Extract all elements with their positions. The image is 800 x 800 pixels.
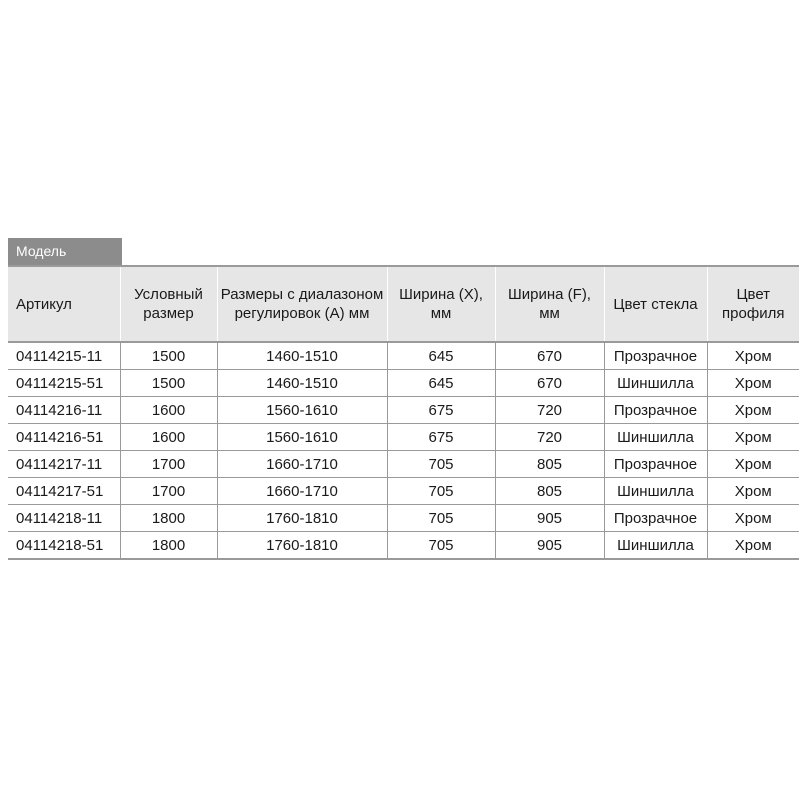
cell-article: 04114215-51	[8, 370, 120, 397]
table-row	[8, 397, 799, 424]
cell-glass-color: Шиншилла	[604, 532, 707, 560]
cell-width-f: 670	[495, 342, 604, 370]
cell-profile-color: Хром	[707, 478, 799, 505]
cell-glass-color: Шиншилла	[604, 478, 707, 505]
cell-width-x: 705	[387, 532, 495, 560]
cell-article: 04114216-11	[8, 397, 120, 424]
cell-profile-color: Хром	[707, 424, 799, 451]
cell-article: 04114218-51	[8, 532, 120, 560]
specification-table	[8, 265, 799, 560]
cell-nominal-size: 1700	[120, 451, 217, 478]
table-row	[8, 370, 799, 397]
cell-article: 04114217-51	[8, 478, 120, 505]
cell-article: 04114216-51	[8, 424, 120, 451]
cell-width-x: 705	[387, 478, 495, 505]
cell-width-x: 675	[387, 424, 495, 451]
cell-glass-color: Прозрачное	[604, 505, 707, 532]
table-row	[8, 478, 799, 505]
cell-width-f: 720	[495, 397, 604, 424]
model-label: Модель	[8, 238, 122, 265]
table-row	[8, 451, 799, 478]
cell-width-x: 705	[387, 505, 495, 532]
cell-width-f: 805	[495, 451, 604, 478]
cell-nominal-size: 1600	[120, 397, 217, 424]
column-header-nominal-size: Условный размер	[120, 266, 217, 342]
cell-dimensions: 1760-1810	[217, 532, 387, 560]
cell-glass-color: Прозрачное	[604, 397, 707, 424]
table-header-row	[8, 266, 799, 342]
cell-nominal-size: 1800	[120, 532, 217, 560]
cell-nominal-size: 1500	[120, 370, 217, 397]
column-header-dimensions: Размеры с диалазоном регулировок (А) мм	[217, 266, 387, 342]
cell-article: 04114217-11	[8, 451, 120, 478]
cell-width-x: 705	[387, 451, 495, 478]
column-header-profile-color: Цвет профиля	[707, 266, 799, 342]
cell-profile-color: Хром	[707, 532, 799, 560]
cell-width-x: 645	[387, 342, 495, 370]
cell-dimensions: 1560-1610	[217, 397, 387, 424]
cell-dimensions: 1660-1710	[217, 451, 387, 478]
column-header-article: Артикул	[8, 266, 120, 342]
cell-width-x: 675	[387, 397, 495, 424]
cell-profile-color: Хром	[707, 370, 799, 397]
cell-profile-color: Хром	[707, 505, 799, 532]
cell-profile-color: Хром	[707, 397, 799, 424]
cell-glass-color: Прозрачное	[604, 342, 707, 370]
cell-width-x: 645	[387, 370, 495, 397]
cell-article: 04114215-11	[8, 342, 120, 370]
table-row	[8, 424, 799, 451]
cell-dimensions: 1460-1510	[217, 370, 387, 397]
cell-width-f: 905	[495, 505, 604, 532]
cell-article: 04114218-11	[8, 505, 120, 532]
cell-width-f: 805	[495, 478, 604, 505]
cell-width-f: 905	[495, 532, 604, 560]
column-header-glass-color: Цвет стекла	[604, 266, 707, 342]
cell-profile-color: Хром	[707, 451, 799, 478]
cell-dimensions: 1760-1810	[217, 505, 387, 532]
cell-profile-color: Хром	[707, 342, 799, 370]
cell-nominal-size: 1700	[120, 478, 217, 505]
column-header-width-x: Ширина (Х), мм	[387, 266, 495, 342]
cell-dimensions: 1560-1610	[217, 424, 387, 451]
cell-glass-color: Шиншилла	[604, 370, 707, 397]
cell-width-f: 720	[495, 424, 604, 451]
cell-nominal-size: 1800	[120, 505, 217, 532]
table-row	[8, 505, 799, 532]
cell-width-f: 670	[495, 370, 604, 397]
cell-dimensions: 1660-1710	[217, 478, 387, 505]
table-row	[8, 532, 799, 560]
cell-glass-color: Прозрачное	[604, 451, 707, 478]
cell-glass-color: Шиншилла	[604, 424, 707, 451]
column-header-width-f: Ширина (F), мм	[495, 266, 604, 342]
cell-nominal-size: 1600	[120, 424, 217, 451]
cell-nominal-size: 1500	[120, 342, 217, 370]
cell-dimensions: 1460-1510	[217, 342, 387, 370]
table-row	[8, 342, 799, 370]
